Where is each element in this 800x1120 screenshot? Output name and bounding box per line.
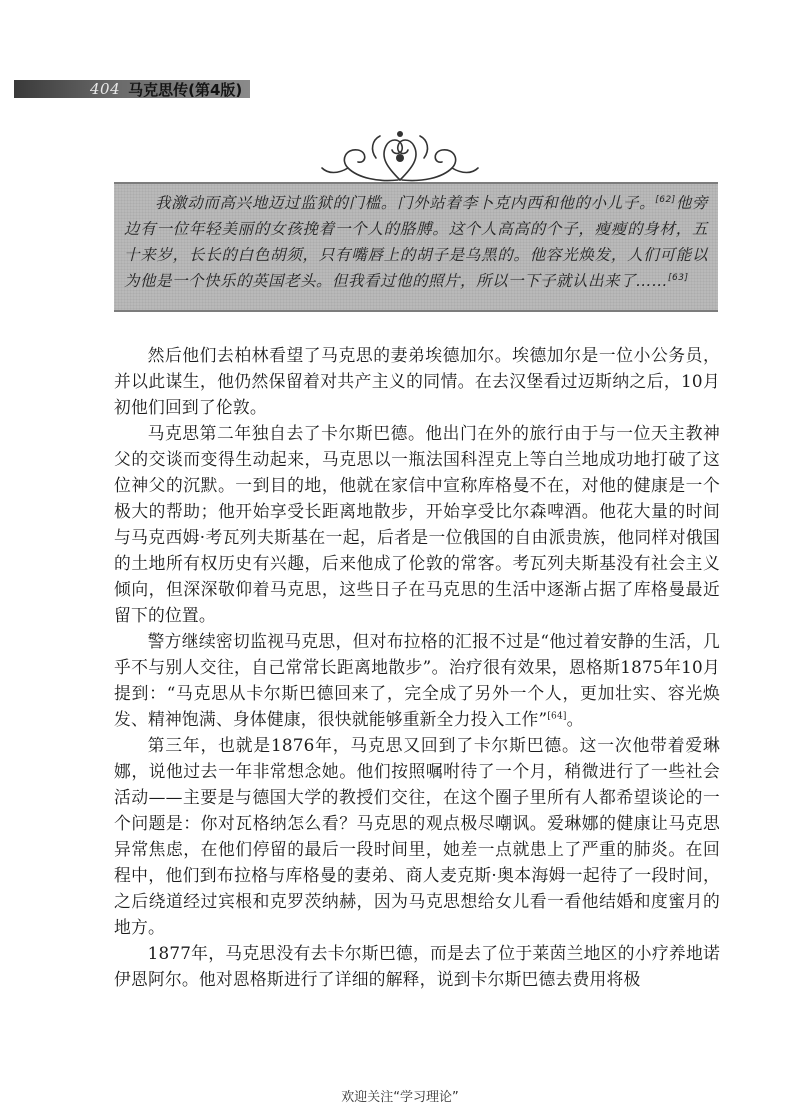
book-title: 马克思传(第4版) xyxy=(128,80,243,99)
paragraph-3 xyxy=(114,628,720,732)
quote-text: 我激动而高兴地迈过监狱的门槛。门外站着李卜克内西和他的小儿子。 xyxy=(155,194,656,212)
footer-note: 欢迎关注“学习理论” xyxy=(341,1090,459,1105)
paragraph-1: 然后他们去柏林看望了马克思的妻弟埃德加尔。埃德加尔是一位小公务员，并以此谋生，他仍然保留着对共产主义的同情。在去汉堡看过迈斯纳之后，10月初他们回到了伦敦。 xyxy=(114,345,720,417)
running-header xyxy=(14,80,250,98)
flourish-ornament-icon xyxy=(318,128,482,188)
quote-footnote-ref-1: [62] xyxy=(655,194,676,205)
paragraph-5: 1877年，马克思没有去卡尔斯巴德，而是去了位于莱茵兰地区的小疗养地诺伊恩阿尔。他对恩格斯进行了详细的解释，说到卡尔斯巴德去费用将极 xyxy=(114,943,720,989)
paragraph-3-end: 。 xyxy=(566,709,584,729)
paragraph-4: 第三年，也就是1876年，马克思又回到了卡尔斯巴德。这一次他带着爱琳娜，说他过去一年非常想念她。他们按照嘱咐待了一个月，稍微进行了一些社会活动——主要是与德国大学的教授们交往，在这个圈子里所有人都希望谈论的一个问题是：你对瓦格纳怎么看？马克思的观点极尽嘲讽。爱琳娜的健康让马克思异常焦虑，在他们停留的最后一段时间里，她差一点就患上了严重的肺炎。在回程中，他们到布拉格与库格曼的妻弟、商人麦克斯·奥本海姆一起待了一段时间，之后绕道经过宾根和克罗茨纳赫，因为马克思想给女儿看一看他结婚和度蜜月的地方。 xyxy=(114,735,720,937)
page-number: 404 xyxy=(90,80,121,98)
footnote-ref-64: [64] xyxy=(547,711,567,722)
paragraph-2: 马克思第二年独自去了卡尔斯巴德。他出门在外的旅行由于与一位天主教神父的交谈而变得生动起来，马克思以一瓶法国科涅克上等白兰地成功地打破了这位神父的沉默。一到目的地，他就在家信中宣称库格曼不在，对他的健康是一个极大的帮助；他开始享受长距离地散步，开始享受比尔森啤酒。他花大量的时间与马克西姆·考瓦列夫斯基在一起，后者是一位俄国的自由派贵族，他同样对俄国的土地所有权历史有兴趣，后来他成了伦敦的常客。考瓦列夫斯基没有社会主义倾向，但深深敬仰着马克思，这些日子在马克思的生活中逐渐占据了库格曼最近留下的位置。 xyxy=(114,423,720,625)
quote-paragraph xyxy=(124,190,708,294)
body-text xyxy=(114,342,720,992)
block-quote xyxy=(114,182,718,312)
paragraph-3-text: 警方继续密切监视马克思，但对布拉格的汇报不过是“他过着安静的生活，几乎不与别人交往，自己常常长距离地散步”。治疗很有效果，恩格斯1875年10月提到：“马克思从卡尔斯巴德回来了，完全成了另外一个人，更加壮实、容光焕发、精神饱满、身体健康，很快就能够重新全力投入工作” xyxy=(114,631,720,729)
quote-footnote-ref-2: [63] xyxy=(668,272,689,283)
quote-text-continued: 他旁边有一位年轻美丽的女孩挽着一个人的胳膊。这个人高高的个子，瘦瘦的身材，五十来岁，长长的白色胡须，只有嘴唇上的胡子是乌黑的。他容光焕发，人们可能以为他是一个快乐的英国老头。但我看过他的照片，所以一下子就认出来了…… xyxy=(124,194,708,290)
